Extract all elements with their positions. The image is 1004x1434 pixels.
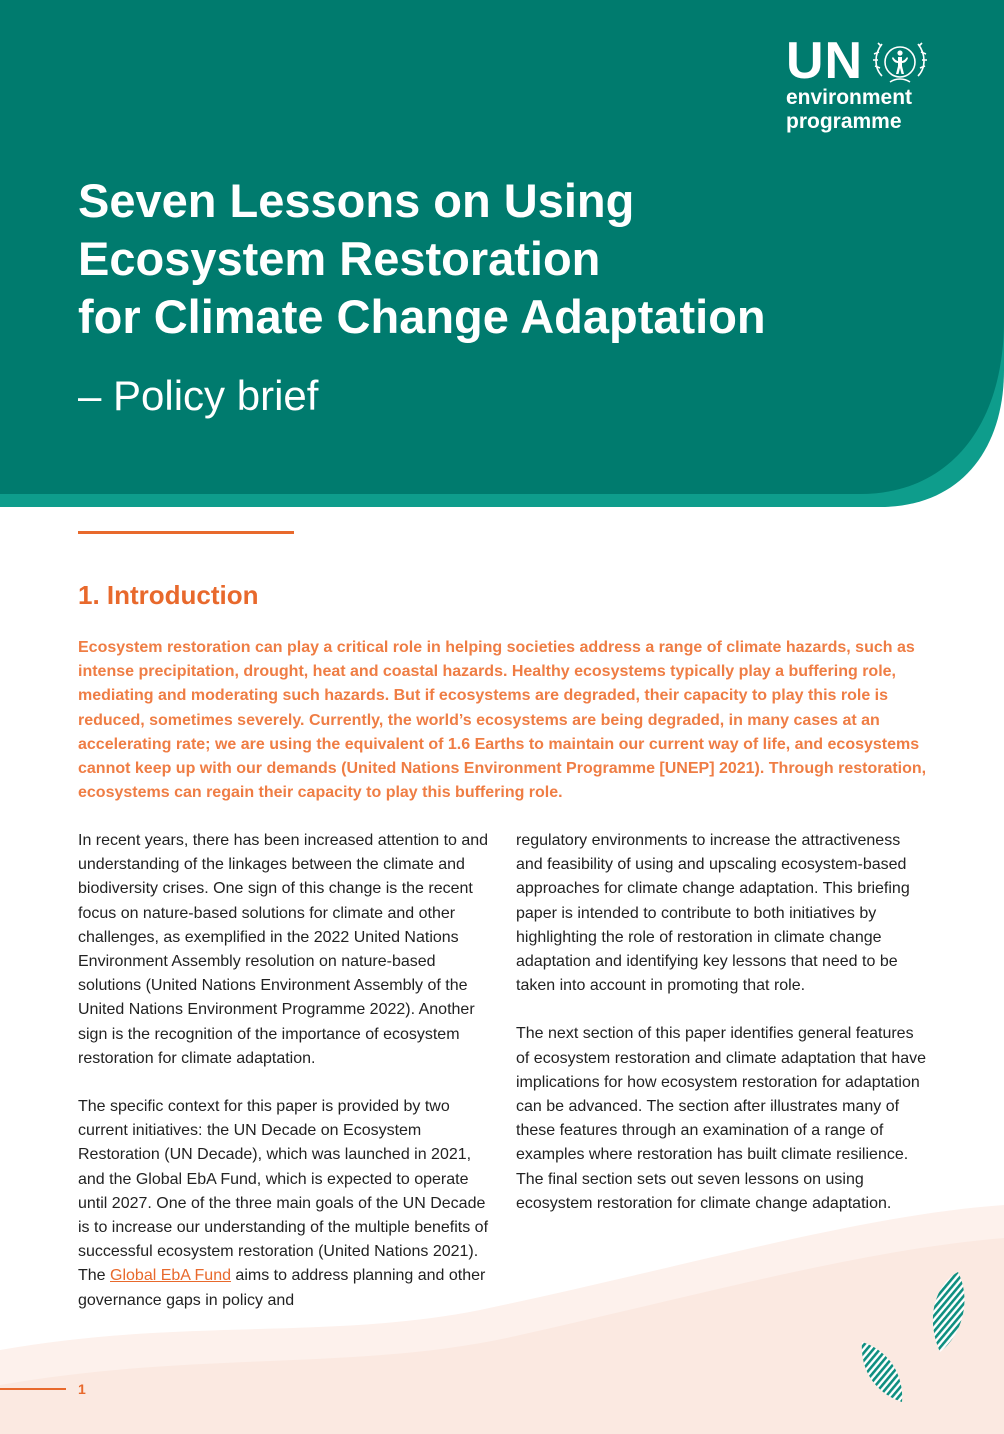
document-title — [78, 172, 898, 346]
section-divider — [78, 531, 294, 534]
global-eba-fund-link[interactable]: Global EbA Fund — [110, 1267, 231, 1285]
body-column-right — [516, 829, 928, 1240]
page-number: 1 — [78, 1381, 86, 1397]
title-line-2: Ecosystem Restoration — [78, 232, 601, 285]
page-number-rule — [0, 1388, 66, 1390]
logo-un-text: UN — [786, 32, 864, 90]
title-line-3: for Climate Change Adaptation — [78, 290, 766, 343]
section-heading: 1. Introduction — [78, 580, 259, 610]
body-text: The specific context for this paper is provided by two current initiatives: the UN Decade on Ecosystem Restoration (UN Decade), which was launched in 2021, and the Global EbA Fund, which is expected to operate until 2027. One of the three main goals of the UN Decade is to increase our understanding of the multiple benefits of successful ecosystem restoration (United Nations 2021). The — [78, 1098, 489, 1285]
logo-environment-text: environment — [786, 86, 913, 109]
body-paragraph: regulatory environments to increase the attractiveness and feasibility of using and upscaling ecosystem-based approaches for climate change adaptation. This briefing paper is intended to contribute to both initiatives by highlighting the role of restoration in climate change adaptation and identifying key lessons that need to be taken into account in promoting that role. — [516, 832, 910, 995]
body-paragraph: The next section of this paper identifies general features of ecosystem restoration and climate adaptation that have implications for how ecosystem restoration for adaptation can be advanced. The section after illustrates many of these features through an examination of a range of examples where restoration has built climate resilience. The final section sets out seven lessons on using ecosystem restoration for climate change adaptation. — [516, 1025, 927, 1212]
body-paragraph: In recent years, there has been increased attention to and understanding of the linkages between the climate and biodiversity crises. One sign of this change is the recent focus on nature-based solutions for climate and other challenges, as exemplified in the 2022 United Nations Environment Assembly resolution on nature-based solutions (United Nations Environment Assembly of the United Nations Environment Programme 2022). Another sign is the recognition of the importance of ecosystem restoration for climate adaptation. — [78, 832, 489, 1067]
logo-programme-text: programme — [786, 110, 902, 133]
body-paragraph — [78, 1095, 490, 1313]
lead-paragraph: Ecosystem restoration can play a critical role in helping societies address a range of climate hazards, such as intense precipitation, drought, heat and coastal hazards. Healthy ecosystems typically play a buffering role, mediating and moderating such hazards. But if ecosystems are degraded, their capacity to play this role is reduced, sometimes severely. Currently, the world’s ecosystems are being degraded, in many cases at an accelerating rate; we are using the equivalent of 1.6 Earths to maintain our current way of life, and ecosystems cannot keep up with our demands (United Nations Environment Programme [UNEP] 2021). Through restoration, ecosystems can regain their capacity to play this buffering role. — [78, 639, 927, 802]
title-line-1: Seven Lessons on Using — [78, 174, 635, 227]
un-emblem-icon — [872, 38, 928, 88]
body-column-left — [78, 829, 490, 1337]
document-subtitle: – Policy brief — [78, 372, 319, 419]
body-text: aims to address planning and other governance gaps in policy and — [78, 1267, 486, 1309]
